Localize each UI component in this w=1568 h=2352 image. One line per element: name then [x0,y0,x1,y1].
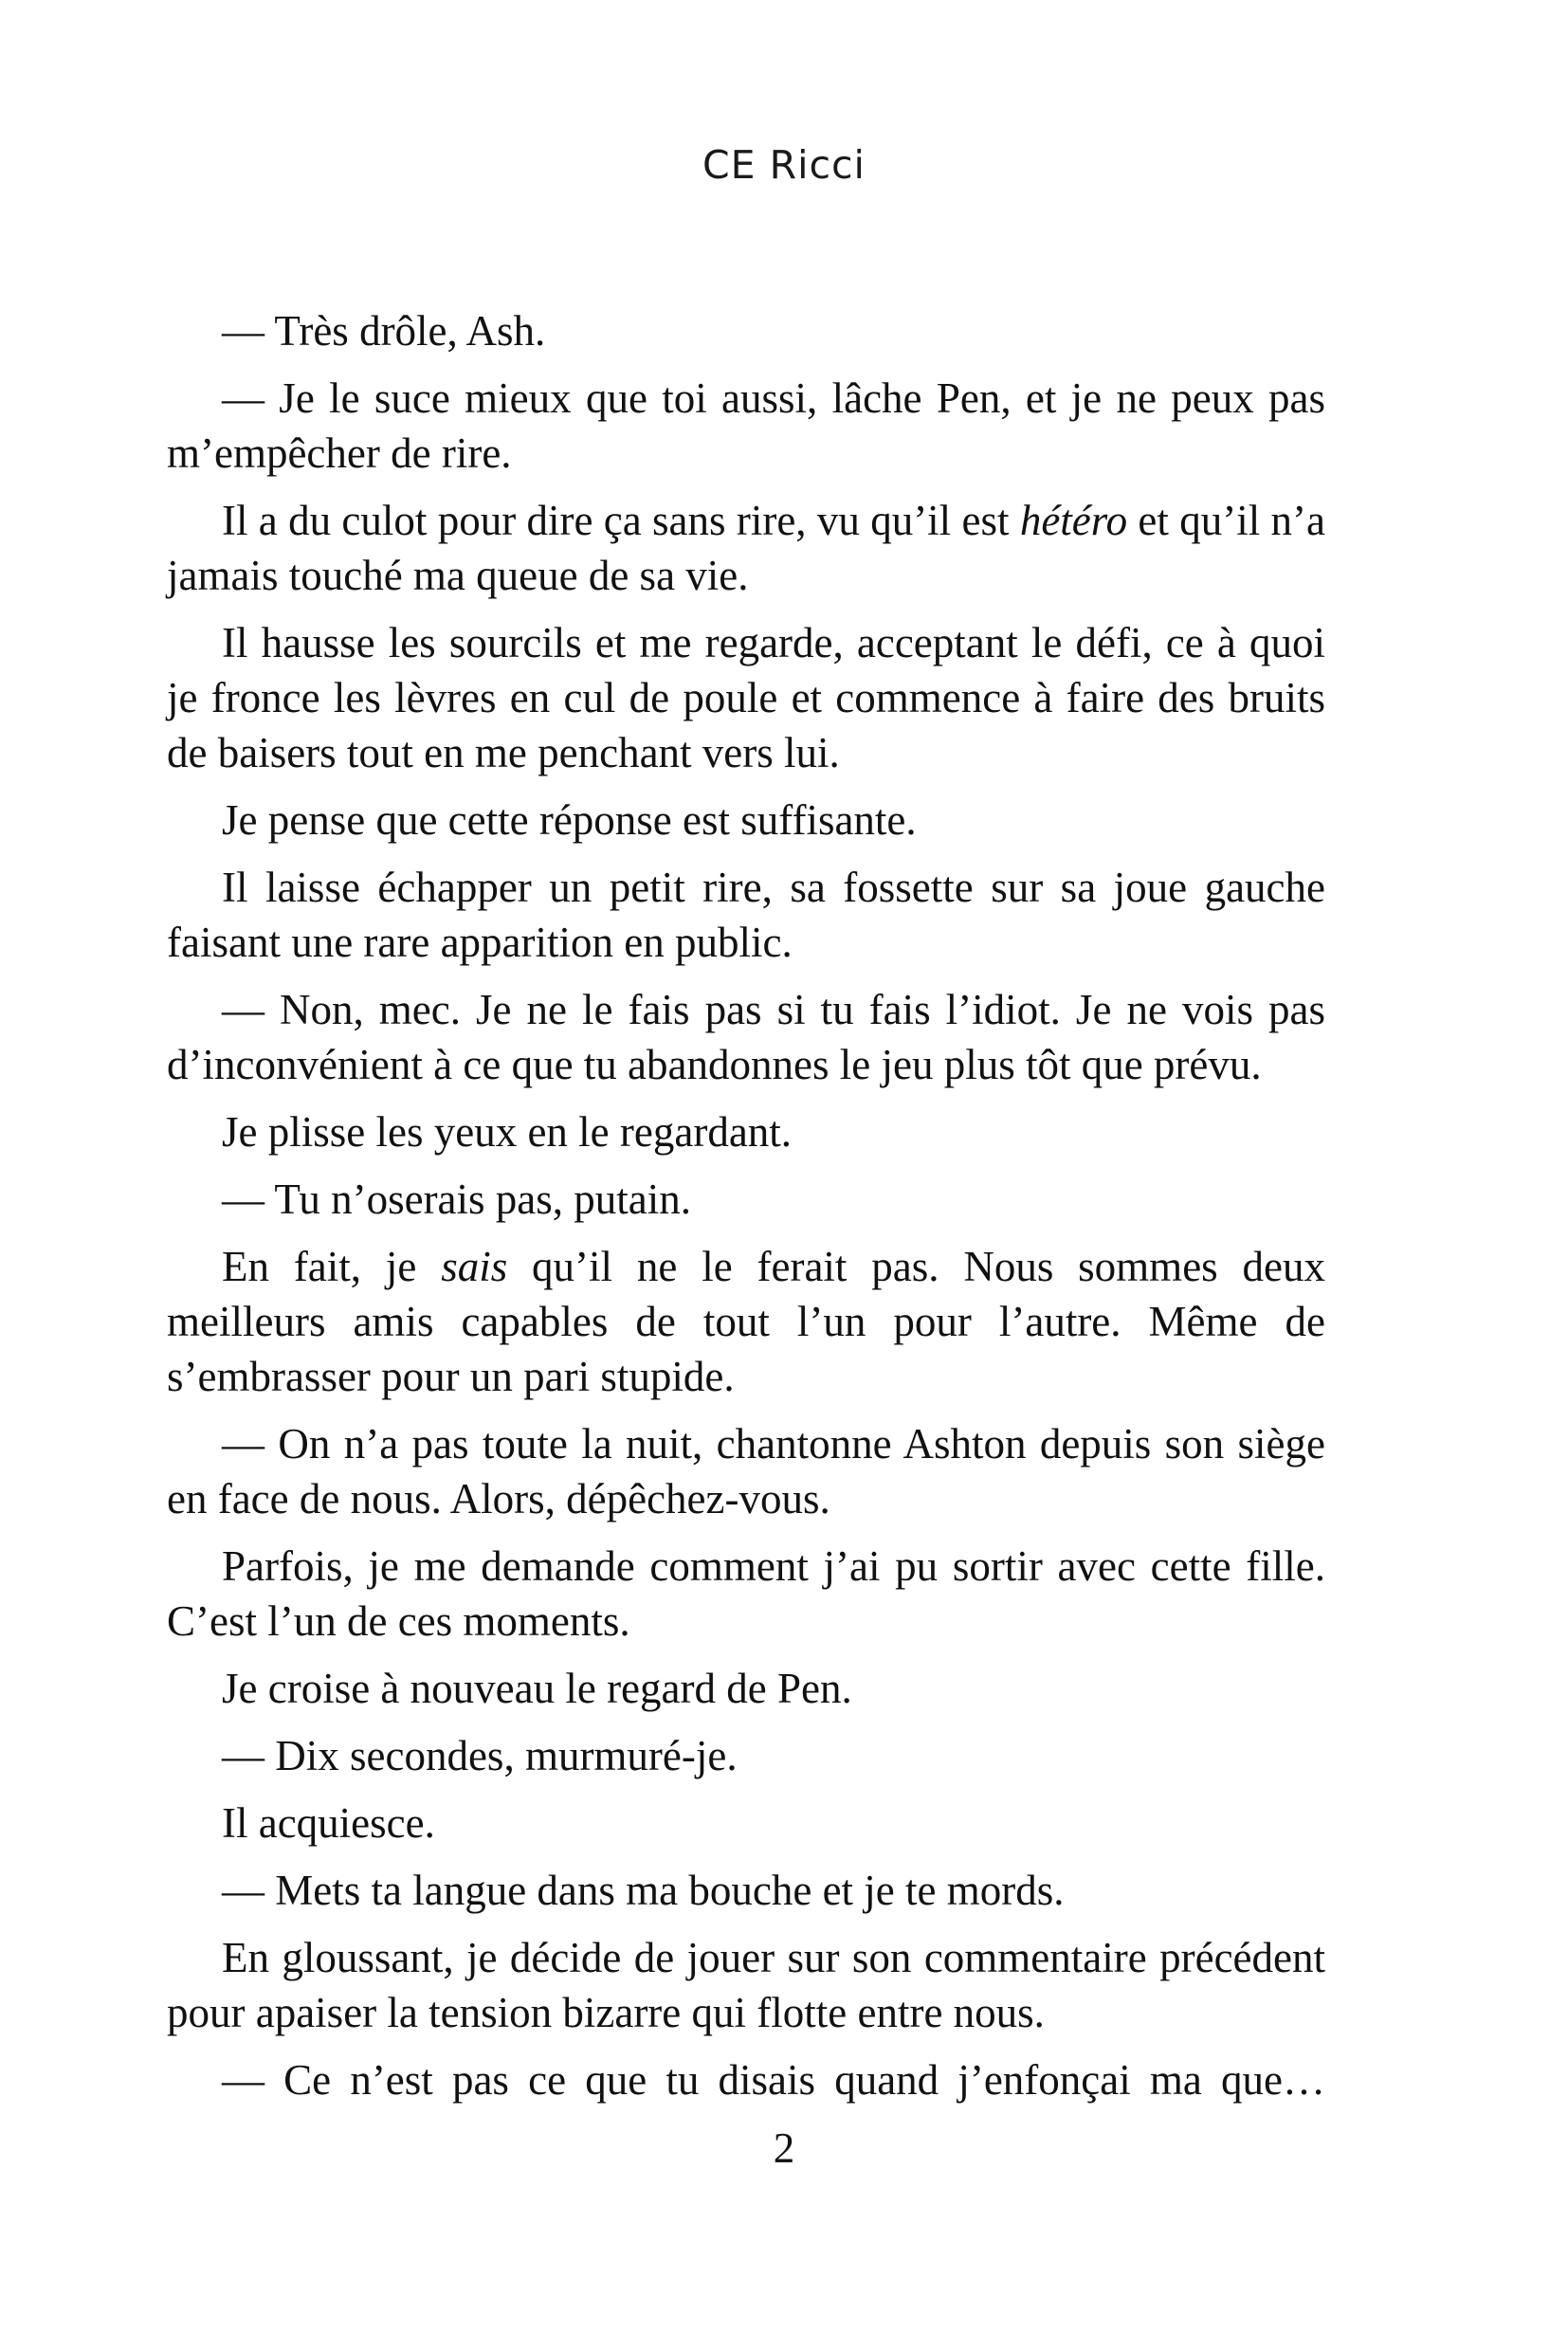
paragraph: — Tu n’oserais pas, putain. [222,1176,691,1223]
paragraph: — Je le suce mieux que toi aussi, lâche Pen, et je ne peux pas m’empêcher de rire. [167,374,1325,477]
paragraph: — On n’a pas toute la nuit, chantonne Ashton depuis son siège en face de nous. Alors, dépêchez-vous. [167,1420,1325,1522]
paragraph-text: En fait, je [222,1243,442,1290]
emphasis-text: hétéro [1019,497,1128,544]
paragraph: — Dix secondes, murmuré-je. [222,1732,738,1779]
paragraph: Je pense que cette réponse est suffisante. [222,796,917,844]
paragraph: Parfois, je me demande comment j’ai pu sortir avec cette fille. C’est l’un de ces moments. [167,1542,1325,1645]
paragraph: — Non, mec. Je ne le fais pas si tu fais l’idiot. Je ne vois pas d’inconvénient à ce que tu abandonnes le jeu plus tôt que prévu. [167,986,1325,1088]
paragraph: Je plisse les yeux en le regardant. [222,1108,793,1156]
paragraph-text: et qu’il n’a jamais touché ma queue de sa vie. [167,497,1325,599]
paragraph [167,493,1325,603]
body-text [167,303,1325,2120]
paragraph: Il acquiesce. [222,1799,435,1847]
paragraph: Il hausse les sourcils et me regarde, acceptant le défi, ce à quoi je fronce les lèvres en cul de poule et commence à faire des bruits de baisers tout en me penchant vers lui. [167,619,1325,776]
paragraph [167,1239,1325,1404]
emphasis-text: sais [441,1243,508,1290]
paragraph-text: qu’il ne le ferait pas. Nous sommes deux meilleurs amis capables de tout l’un pour l’autre. Même de s’embrasser pour un pari stupide. [167,1243,1325,1400]
paragraph: — Ce n’est pas ce que tu disais quand j’enfonçai ma que… [222,2056,1325,2104]
running-head: CE Ricci [702,142,866,188]
paragraph: Je croise à nouveau le regard de Pen. [222,1665,852,1712]
paragraph: En gloussant, je décide de jouer sur son commentaire précédent pour apaiser la tension bizarre qui flotte entre nous. [167,1934,1325,2036]
paragraph: — Mets ta langue dans ma bouche et je te mords. [222,1867,1065,1914]
paragraph: Il laisse échapper un petit rire, sa fossette sur sa joue gauche faisant une rare apparition en public. [167,864,1325,966]
paragraph: — Très drôle, Ash. [222,307,546,355]
page-number: 2 [773,2124,795,2172]
paragraph-text: Il a du culot pour dire ça sans rire, vu qu’il est [222,497,1020,544]
